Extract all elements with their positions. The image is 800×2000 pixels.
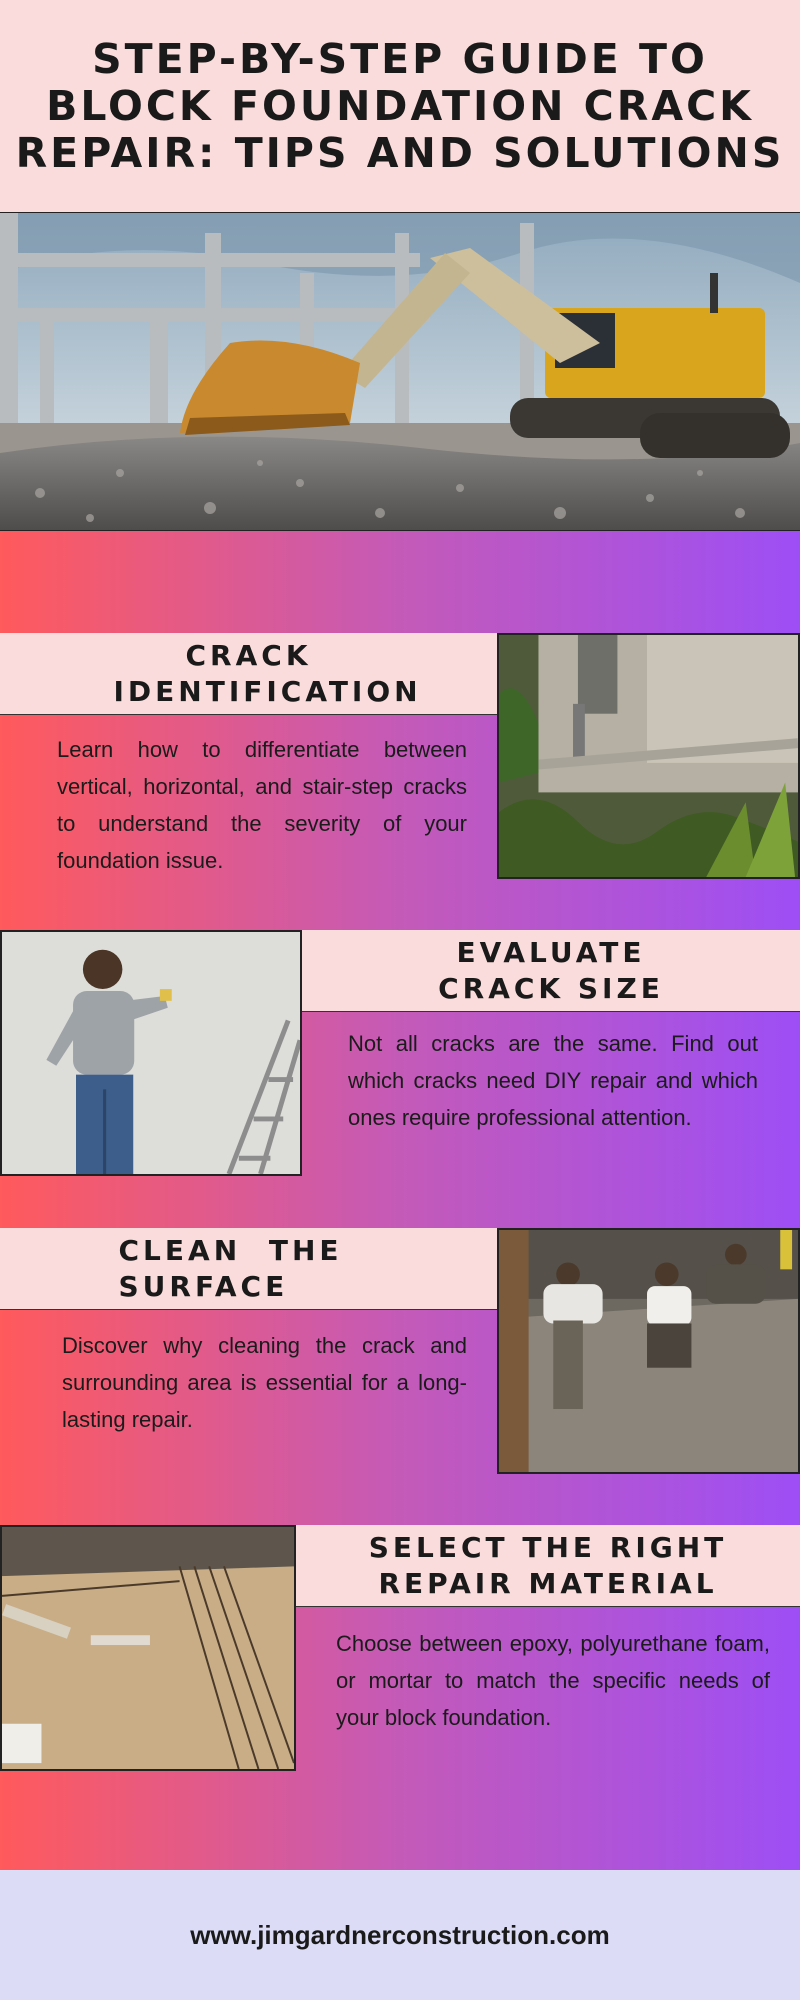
- man-inspecting-wall-photo: [0, 930, 302, 1176]
- foundation-wall-photo: [497, 633, 800, 879]
- section-heading: SELECT THE RIGHT REPAIR MATERIAL: [368, 1530, 728, 1600]
- page-footer: [0, 1870, 800, 2000]
- section-heading: CLEAN THE SURFACE: [118, 1233, 343, 1303]
- section-heading: EVALUATE CRACK SIZE: [438, 935, 664, 1005]
- section-heading: CRACK IDENTIFICATION: [113, 638, 422, 708]
- section-description: Discover why cleaning the crack and surrounding area is essential for a long-lasting repair.: [62, 1333, 467, 1432]
- foundation-excavation-photo: [0, 1525, 296, 1771]
- section-heading-box: [302, 930, 800, 1012]
- page-title: STEP-BY-STEP GUIDE TO BLOCK FOUNDATION CRACK REPAIR: TIPS AND SOLUTIONS: [15, 34, 785, 177]
- section-description: Choose between epoxy, polyurethane foam, or mortar to match the specific needs of your block foundation.: [336, 1631, 770, 1730]
- workers-cleaning-photo: [497, 1228, 800, 1474]
- hero-excavator-photo: [0, 213, 800, 531]
- excavator-illustration: [0, 213, 800, 531]
- section-description: Learn how to differentiate between vertical, horizontal, and stair-step cracks to understand the severity of your foundation issue.: [57, 737, 467, 873]
- gradient-band: [0, 531, 800, 633]
- section-heading-box: [0, 633, 497, 715]
- page-header: [0, 0, 800, 213]
- section-description: Not all cracks are the same. Find out which cracks need DIY repair and which ones require professional attention.: [348, 1031, 758, 1130]
- website-link[interactable]: www.jimgardnerconstruction.com: [190, 1919, 610, 1950]
- section-heading-box: [296, 1525, 800, 1607]
- section-heading-box: [0, 1228, 497, 1310]
